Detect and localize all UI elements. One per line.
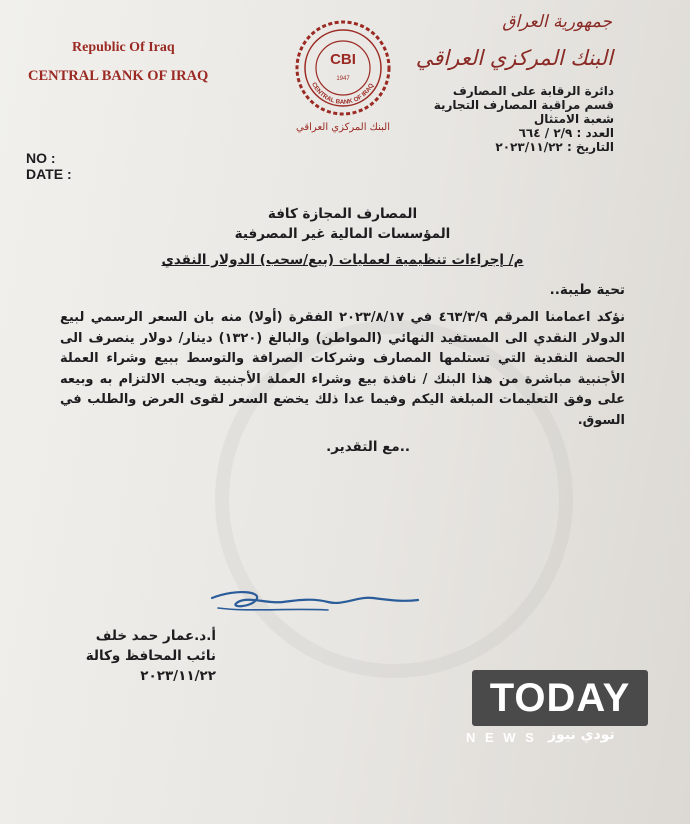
news-ar-label: تودي نيوز (548, 727, 615, 743)
signatory-block (36, 626, 216, 686)
dept-line-3: شعبة الامتثال (533, 112, 614, 126)
signatory-name: أ.د.عمار حمد خلف (95, 628, 216, 644)
letter-subject: م/ إجراءات تنظيمية لعمليات (بيع/سحب) الدولار النقدي (161, 252, 524, 268)
dept-line-2: قسم مراقبة المصارف التجارية (433, 98, 614, 112)
recipient-banks: المصارف المجازة كافة (267, 206, 418, 222)
bank-name-en: CENTRAL BANK OF IRAQ (28, 68, 209, 84)
republic-ar: جمهورية العراق (502, 12, 612, 32)
logo-letters: CBI (330, 51, 356, 68)
handwritten-signature (208, 578, 423, 648)
cbi-logo (288, 18, 398, 138)
number-value: ٢/٩ / ٦٦٤ (518, 126, 573, 140)
department-block (394, 84, 614, 154)
dept-line-1: دائرة الرقابة على المصارف (452, 84, 614, 98)
no-label-en: NO : (26, 150, 56, 166)
logo-year: 1947 (336, 76, 350, 82)
bank-name-ar: البنك المركزي العراقي (415, 46, 613, 70)
greeting: تحية طيبة.. (549, 282, 625, 298)
republic-en: Republic Of Iraq (72, 40, 175, 55)
date-line (394, 140, 614, 154)
date-value: ٢٠٢٣/١١/٢٢ (495, 140, 563, 154)
signature-date: ٢٠٢٣/١١/٢٢ (140, 668, 216, 684)
news-en-label: N E W S (466, 730, 537, 745)
letter-body (60, 204, 625, 457)
logo-arabic: البنك المركزي العراقي (296, 122, 390, 133)
date-label-ar: التاريخ : (566, 140, 614, 154)
main-paragraph: نؤكد اعمامنا المرقم ٤٦٣/٣/٩ في ٢٠٢٣/٨/١٧ الفقرة (أولا) منه بان السعر الرسمي لبيع الدولار النقدي الى المستفيد النهائي (المواطن) والبالغ (١٣٢٠) دينار/ دولار ينصرف الى الحصة النقدية التي تستلمها المصارف وشركات الصرافة والتوسط ببيع وشراء العملة الأجنبية مباشرة من هذا البنك / نافذة بيع وشراء العملة الأجنبية ويجب الالتزام به وبيعه على وفق التعليمات المبلغة اليكم وفيما عدا ذلك يخضع السعر لقوى العرض والطلب في السوق. (60, 310, 626, 428)
closing-regards: ..مع التقدير. (326, 439, 410, 455)
number-label: العدد : (576, 126, 614, 140)
logo-ring-text: CENTRAL BANK OF IRAQ (310, 81, 376, 106)
signatory-title: نائب المحافظ وكالة (85, 648, 216, 664)
recipient-institutions: المؤسسات المالية غير المصرفية (234, 226, 451, 242)
today-news-logo: TODAY (489, 676, 631, 720)
svg-text:CENTRAL BANK OF IRAQ (310, 81, 375, 106)
number-line (394, 126, 614, 140)
date-label-en: DATE : (26, 166, 72, 182)
